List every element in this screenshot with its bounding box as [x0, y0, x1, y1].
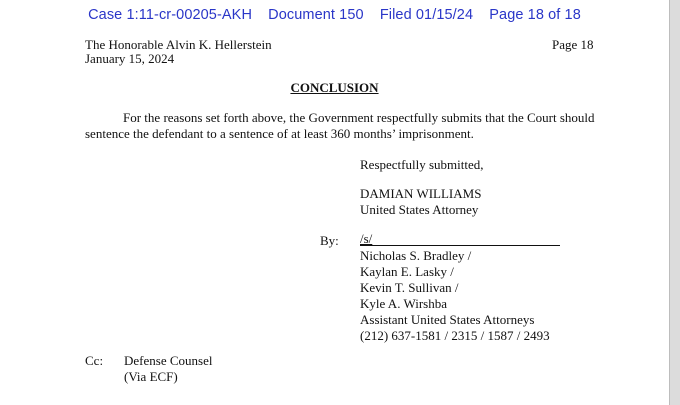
paragraph-line: sentence the defendant to a sentence of at least 360 months’ imprisonment. [85, 126, 474, 141]
signer-name: Kaylan E. Lasky / [360, 264, 454, 279]
closing: Respectfully submitted, [360, 157, 484, 172]
cc-recipient: Defense Counsel [124, 353, 213, 368]
cc-method: (Via ECF) [124, 369, 178, 384]
viewer-background [670, 0, 680, 405]
us-attorney-name: DAMIAN WILLIAMS [360, 186, 482, 201]
signature-line [360, 231, 560, 247]
signer-phone: (212) 637-1581 / 2315 / 1587 / 2493 [360, 328, 550, 343]
case-number: Case 1:11-cr-00205-AKH [88, 7, 253, 23]
filed-date: Filed 01/15/24 [379, 7, 474, 23]
paragraph-line: For the reasons set forth above, the Government respectfully submits that the Court should [123, 110, 595, 125]
signer-name: Nicholas S. Bradley / [360, 248, 472, 263]
page-label: Page 18 [552, 37, 594, 52]
by-label: By: [320, 233, 339, 248]
signer-title: Assistant United States Attorneys [360, 312, 535, 327]
us-attorney-title: United States Attorney [360, 202, 479, 217]
signer-name: Kevin T. Sullivan / [360, 280, 459, 295]
section-title: CONCLUSION [290, 80, 379, 95]
cc-label: Cc: [85, 353, 104, 368]
conclusion-paragraph [85, 110, 605, 142]
document-number: Document 150 [268, 7, 364, 23]
signature-underline [360, 231, 560, 246]
electronic-signature: /s/ [360, 231, 373, 246]
signer-name: Kyle A. Wirshba [360, 296, 447, 311]
page-count: Page 18 of 18 [489, 7, 581, 23]
addressee: The Honorable Alvin K. Hellerstein [85, 37, 272, 52]
ecf-header-stamp [0, 7, 669, 23]
letter-date: January 15, 2024 [85, 51, 175, 66]
